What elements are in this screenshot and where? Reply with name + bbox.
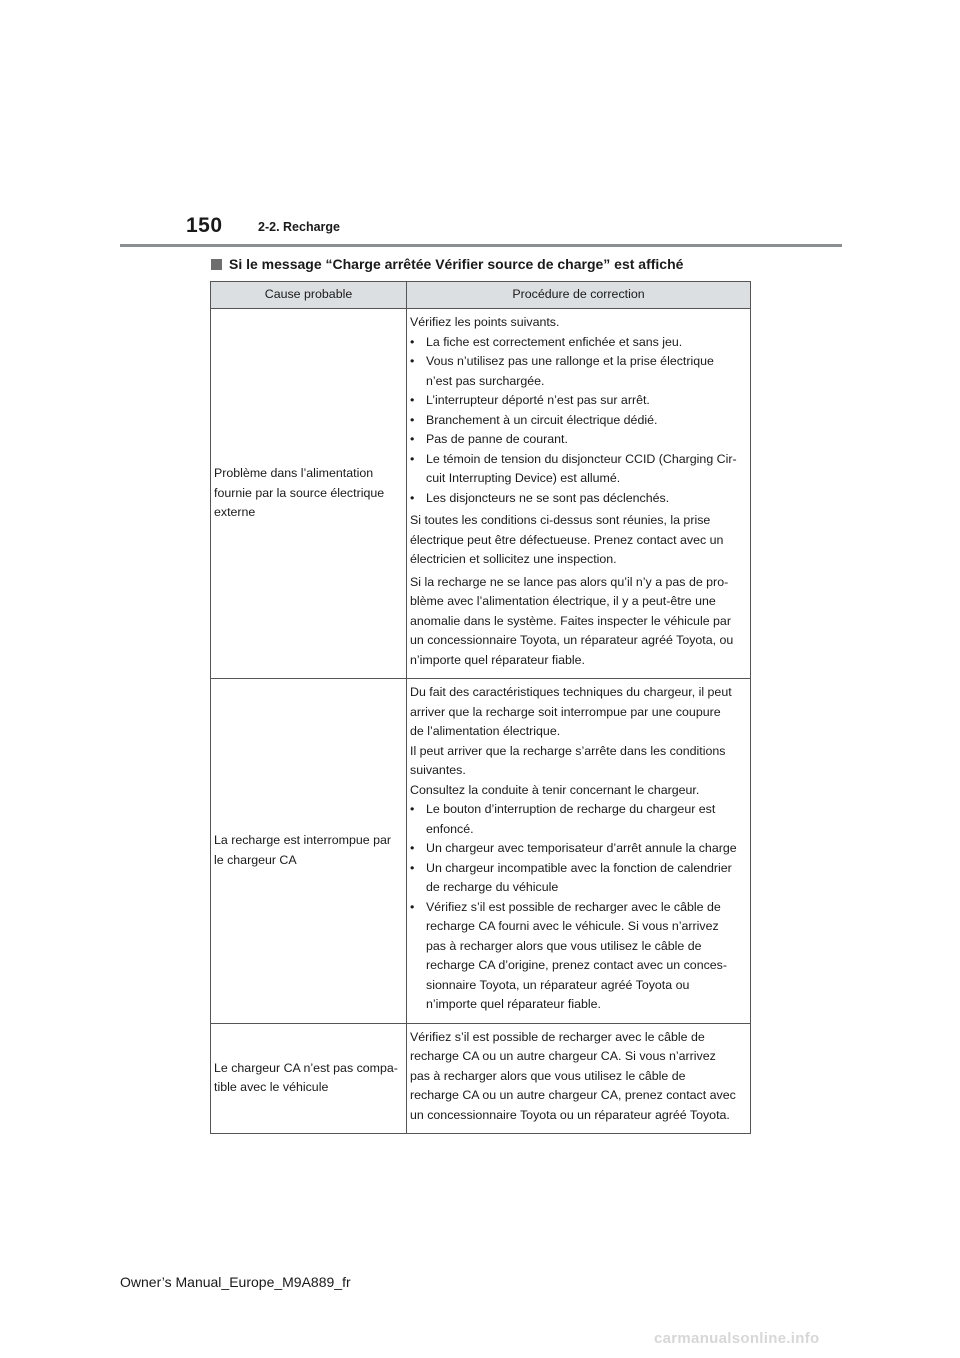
- square-icon: [211, 259, 222, 270]
- cause-line: La recharge est interrompue par: [214, 833, 392, 848]
- cause-cell: [211, 1023, 407, 1134]
- bullet-item: • Les disjoncteurs ne se sont pas déclenchés.: [410, 490, 670, 505]
- bullet-item: • Un chargeur avec temporisateur d’arrêt annule la charge: [410, 841, 737, 855]
- column-header-procedure: Procédure de correction: [407, 282, 751, 309]
- correction-table: [210, 281, 751, 1134]
- bullet-item: • Un chargeur incompatible avec la fonction de calendrier de recharge du véhicule: [410, 860, 732, 894]
- cause-line: le chargeur CA: [214, 852, 297, 867]
- bullet-item: • Le témoin de tension du disjoncteur CCID (Charging Cir- cuit Interrupting Device) est allumé.: [410, 451, 737, 485]
- bullet-item: • Vérifiez s’il est possible de recharger avec le câble de recharge CA fourni avec le véhicule. Si vous n’arrivez pas à recharger alors que vous utilisez le câble de recharge CA d’origine, prenez contact avec un conces- sionnaire Toyota, un réparateur agréé Toyota ou n’importe quel réparateur fiable.: [410, 899, 727, 1011]
- cause-cell: [211, 309, 407, 679]
- bullet-item: • Vous n’utilisez pas une rallonge et la prise électrique n’est pas surchargée.: [410, 354, 714, 388]
- bullet-item: • Pas de panne de courant.: [410, 432, 568, 446]
- cause-line: Problème dans l’alimentation: [214, 466, 374, 481]
- bullet-item: • L’interrupteur déporté n’est pas sur arrêt.: [410, 393, 650, 407]
- cause-line: tible avec le véhicule: [214, 1080, 329, 1095]
- table-header-row: [211, 282, 751, 309]
- procedure-cell: [407, 309, 751, 679]
- procedure-cell: Du fait des caractéristiques techniques du chargeur, il peut arriver que la recharge soit interrompue par une coupure de l’alimentation électrique. Il peut arriver que la recharge s’arrête dans les conditions suivantes. Consultez la conduite à tenir concernant le chargeur. • Le bouton d’interruption de recharge du chargeur est enfoncé. • Un chargeur avec temporisateur d’arrêt annule la charge • Un chargeur incompatible avec la fonction de calendrier de recharge du véhicule • Vérifiez s’il est possible de recharger avec le câble de recharge CA fourni avec le véhicule. Si vous n’arrivez pas à recharger alors que vous utilisez le câble de recharge CA d’origine, prenez contact avec un conces- sionnaire Toyota, un réparateur agréé Toyota ou n’importe quel réparateur fiable.: [407, 679, 751, 1024]
- table-row: [211, 1023, 751, 1134]
- procedure-intro: Vérifiez les points suivants.: [410, 315, 560, 329]
- column-header-cause: Cause probable: [211, 282, 407, 309]
- cause-line: Le chargeur CA n’est pas compa-: [214, 1060, 398, 1075]
- bullet-item: • Branchement à un circuit électrique dédié.: [410, 412, 658, 427]
- bullet-item: • Le bouton d’interruption de recharge du chargeur est enfoncé.: [410, 802, 716, 836]
- table-row: [211, 679, 751, 1024]
- header-rule: [120, 244, 842, 247]
- cause-cell: [211, 679, 407, 1024]
- cause-line: fournie par la source électrique: [214, 485, 385, 500]
- section-heading: [211, 256, 683, 272]
- section-heading-text: Si le message “Charge arrêtée Vérifier source de charge” est affiché: [229, 256, 684, 272]
- footer-text: Owner’s Manual_Europe_M9A889_fr: [120, 1274, 351, 1290]
- procedure-paragraph: Si la recharge ne se lance pas alors qu’il n’y a pas de pro- blème avec l’alimentation électrique, il y a peut-être une anomalie dans le système. Faites inspecter le véhicule par un concessionnaire Toyota, un réparateur agréé Toyota, ou n’importe quel réparateur fiable.: [410, 574, 734, 667]
- table-row: [211, 309, 751, 679]
- cause-line: externe: [214, 505, 256, 520]
- procedure-cell: Vérifiez s’il est possible de recharger avec le câble de recharge CA ou un autre chargeur CA. Si vous n’arrivez pas à recharger alors que vous utilisez le câble de recharge CA ou un autre chargeur CA, prenez contact avec un concessionnaire Toyota ou un réparateur agréé Toyota.: [407, 1023, 751, 1134]
- bullet-item: • La fiche est correctement enfichée et sans jeu.: [410, 334, 683, 349]
- watermark-link[interactable]: carmanualsonline.info: [654, 1330, 820, 1347]
- page-number: 150: [186, 214, 223, 237]
- section-label: 2-2. Recharge: [258, 220, 340, 234]
- procedure-paragraph: Si toutes les conditions ci-dessus sont réunies, la prise électrique peut être défectueuse. Prenez contact avec un électricien et sollicitez une inspection.: [410, 513, 724, 566]
